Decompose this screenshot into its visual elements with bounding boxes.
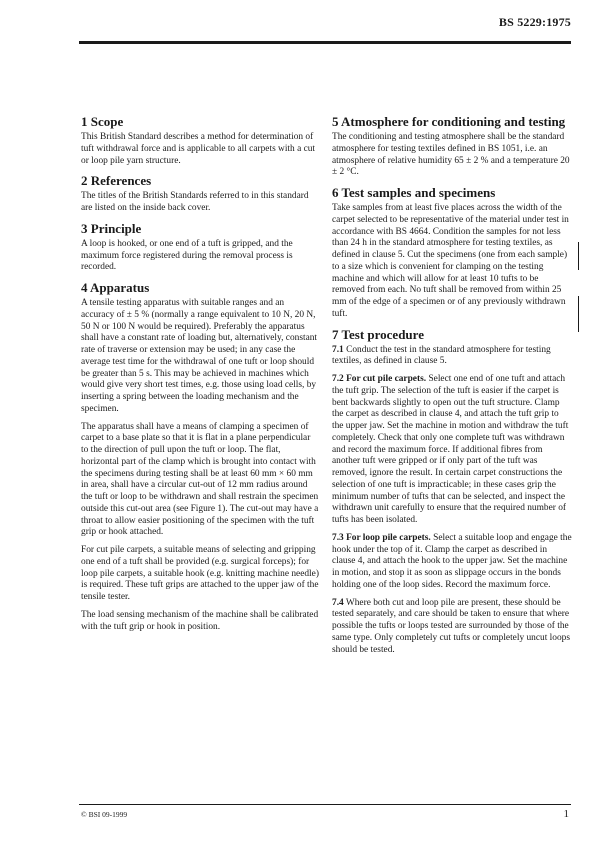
clause-7-4-text: Where both cut and loop pile are present, these should be tested separately, and care should be taken to ensure that where possible the tufts or loops tested are surrounded by those of the same type. Only completely cut tufts or completely uncut loops should be tested. bbox=[332, 597, 570, 655]
heading-atmosphere: 5 Atmosphere for conditioning and testing bbox=[332, 114, 566, 129]
heading-references: 2 References bbox=[81, 173, 152, 189]
text-references: The titles of the British Standards referred to in this standard are listed on the inside back cover. bbox=[81, 191, 309, 213]
change-bar bbox=[578, 242, 579, 270]
clause-7-3 bbox=[332, 533, 572, 592]
section-apparatus bbox=[81, 280, 319, 633]
clause-7-4-number: 7.4 bbox=[332, 597, 344, 608]
apparatus-paragraph: The apparatus shall have a means of clamping a specimen of carpet to a base plate so that it is flat in a plane perpendicular to the direction of pull upon the tuft or loop. The flat, horizontal part of the clamp which is brought into contact with the specimens during testing shall be at least 60 mm × 60 mm in area, shall have a circular cut-out of 12 mm radius around the tuft or loop to be withdrawn and shall restrain the specimen outside this cut-out area (see Figure 1). The cut-out may have a throat to allow easier positioning of the specimen with the tuft grip or hook attached. bbox=[81, 421, 319, 538]
text-scope: This British Standard describes a method for determination of tuft withdrawal force and is applicable to all carpets with a cut or loop pile yarn structure. bbox=[81, 132, 316, 166]
standard-code: BS 5229:1975 bbox=[498, 15, 571, 29]
change-bar bbox=[578, 296, 579, 332]
clause-7-1 bbox=[332, 345, 572, 369]
clause-7-2 bbox=[332, 374, 572, 527]
page-number: 1 bbox=[563, 808, 569, 820]
heading-procedure: 7 Test procedure bbox=[332, 326, 424, 342]
apparatus-paragraph: For cut pile carpets, a suitable means of selecting and gripping one end of a tuft shall be provided (e.g. surgical forceps); for loop pile carpets, a suitable hook (e.g. knitting machine needle) is required. These tuft grips are attached to the upper jaw of the tensile tester. bbox=[81, 545, 319, 602]
apparatus-paragraph: A tensile testing apparatus with suitable ranges and an accuracy of ± 5 % (normally a range equivalent to 10 N, 20 N, 50 N or 100 N would be required). Preferably the apparatus shall have a constant rate of loading but, alternatively, constant rate of traverse or extension may be used; in any case the average test time for the withdrawal of one tuft or loop should be greater than 5 s. This may be achieved in machines which would give very short test times, e.g. those using load cells, by inserting a spring between the loading mechanism and the specimen. bbox=[81, 298, 318, 414]
left-column bbox=[81, 114, 319, 639]
clause-7-4 bbox=[332, 598, 572, 657]
clause-7-3-title: 7.3 For loop pile carpets. bbox=[332, 532, 431, 543]
text-samples: Take samples from at least five places across the width of the carpet selected to be representative of the material under test in accordance with BS 4664. Condition the samples for not less than 24 h in the standard atmosphere for testing textiles, as defined in clause 5. Cut the specimens (one from each sample) to a size which is convenient for clamping on the testing machine and which will allow for at least 10 tufts to be removed from each. No tuft shall be removed from within 25 mm of the edge of a specimen or of any previously withdrawn tuft. bbox=[332, 203, 569, 319]
clause-7-3-text: Select a suitable loop and engage the hook under the top of it. Clamp the carpet as described in clause 4, and attach the hook to the upper jaw. Set the machine in motion, and stop it as soon as slippage occurs in the bonds holding one of the loop sides. Record the maximum force. bbox=[332, 532, 572, 590]
copyright-notice: © BSI 09-1999 bbox=[81, 810, 128, 819]
text-atmosphere: The conditioning and testing atmosphere shall be the standard atmosphere for testing textiles defined in BS 1051, i.e. an atmosphere of relative humidity 65 ± 2 % and a temperature 20 ± 2 °C. bbox=[332, 132, 570, 178]
right-column bbox=[332, 114, 572, 662]
section-principle bbox=[81, 221, 319, 274]
section-samples bbox=[332, 185, 572, 321]
heading-principle: 3 Principle bbox=[81, 220, 142, 236]
clause-7-1-number: 7.1 bbox=[332, 344, 344, 355]
section-atmosphere bbox=[332, 114, 572, 179]
section-scope bbox=[81, 114, 319, 167]
clause-7-2-text: Select one end of one tuft and attach the tuft grip. The selection of the tuft is easier if the carpet is bent backwards slightly to open out the tuft structure. Clamp the carpet as described in clause 4, and attach the tuft grip to the upper jaw. Set the machine in motion and withdraw the tuft completely. Check that only one complete tuft was withdrawn and record the maximum force. If additional fibres from another tuft were gripped or if only part of the tuft was removed, ignore the result. In certain carpet constructions the selection of one tuft is impracticable; in these cases grip the minimum number of tufts that can be selected, and inspect the withdrawn unit carefully to ensure that the required number of tufts has been isolated. bbox=[332, 374, 569, 525]
header-rule bbox=[79, 41, 571, 44]
text-principle: A loop is hooked, or one end of a tuft is gripped, and the maximum force registered during the removal process is recorded. bbox=[81, 238, 293, 273]
section-references bbox=[81, 173, 319, 215]
heading-samples: 6 Test samples and specimens bbox=[332, 185, 496, 200]
clause-7-1-text: Conduct the test in the standard atmosphere for testing textiles, as defined in clause 5. bbox=[332, 344, 551, 367]
apparatus-paragraph: The load sensing mechanism of the machine shall be calibrated with the tuft grip or hook in position. bbox=[81, 609, 319, 632]
footer-rule bbox=[79, 804, 571, 805]
clause-7-2-title: 7.2 For cut pile carpets. bbox=[332, 374, 427, 384]
heading-scope: 1 Scope bbox=[81, 114, 124, 129]
section-procedure bbox=[332, 327, 572, 657]
heading-apparatus: 4 Apparatus bbox=[81, 280, 150, 295]
